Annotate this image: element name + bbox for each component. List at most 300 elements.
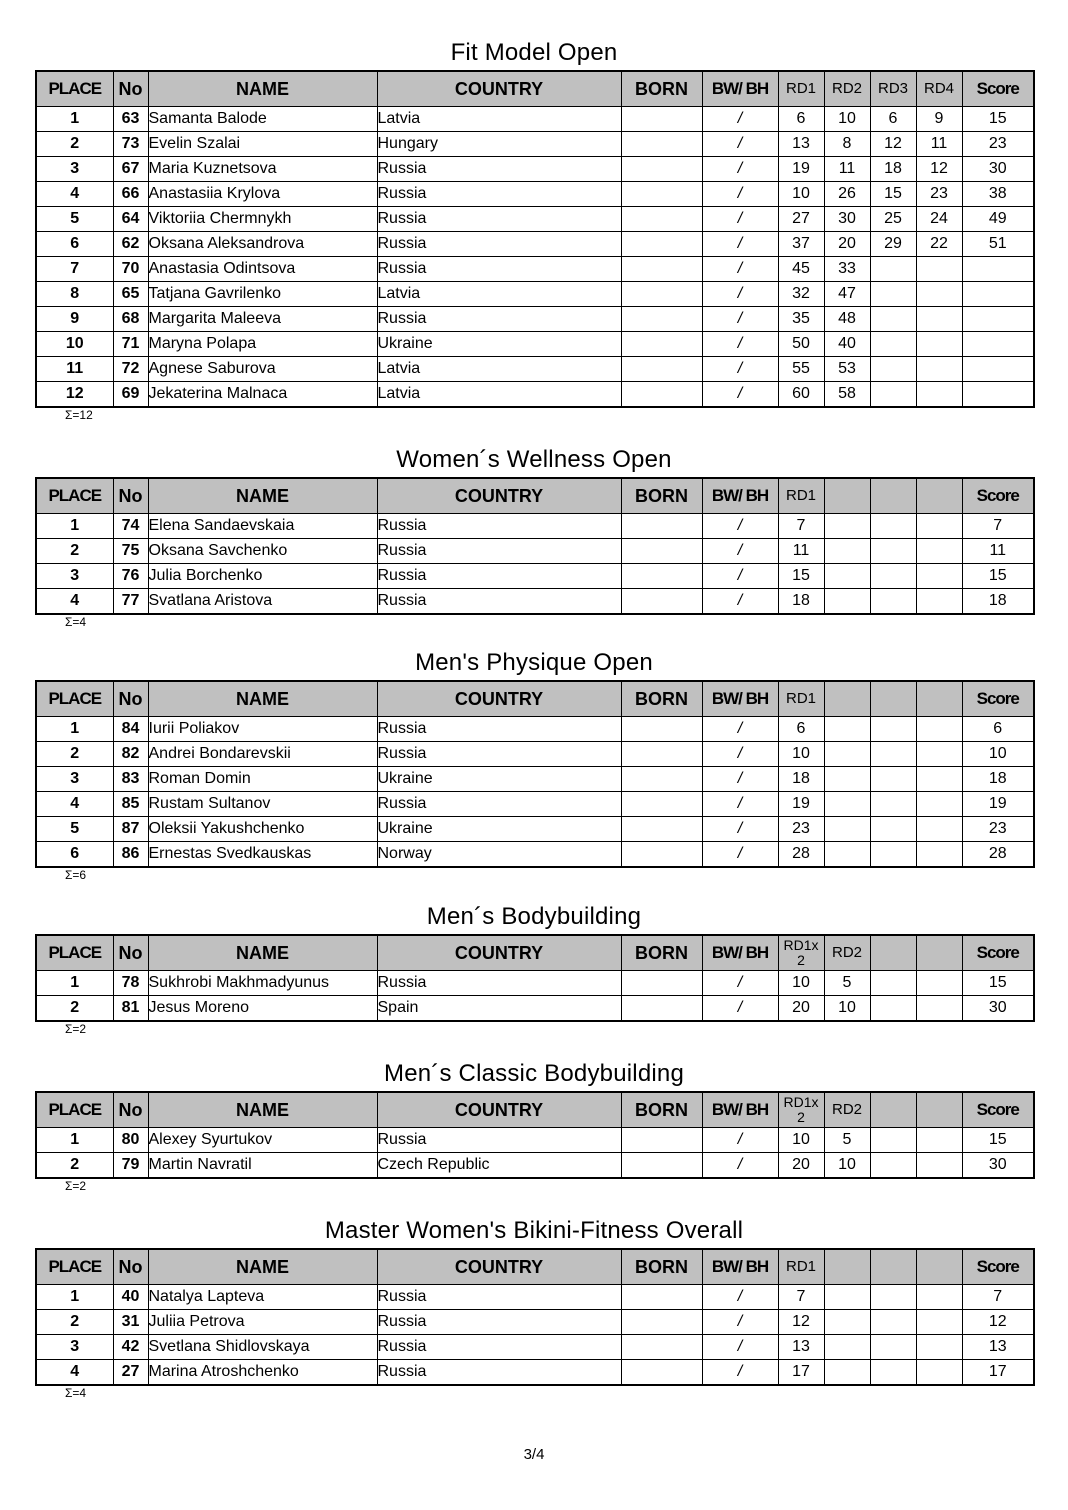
number-cell: 80 [113,1128,148,1153]
country-cell: Russia [377,1310,621,1335]
header-country: COUNTRY [377,71,621,107]
bw-bh-cell: / [702,1128,778,1153]
born-cell [621,182,702,207]
score-cell: 7 [962,1285,1034,1310]
round-cell [870,971,916,996]
round-cell [870,282,916,307]
header-round [824,1249,870,1285]
round-cell: 7 [778,1285,824,1310]
country-cell: Russia [377,207,621,232]
header-round: RD1x 2 [778,1092,824,1128]
header-score: Score [962,1092,1034,1128]
round-cell: 29 [870,232,916,257]
table-row [36,996,1034,1022]
round-cell: 6 [778,717,824,742]
participant-count: Σ=2 [65,1022,87,1036]
score-cell: 30 [962,157,1034,182]
round-cell: 25 [870,207,916,232]
round-cell [870,817,916,842]
header-row [36,1092,1034,1128]
country-cell: Ukraine [377,767,621,792]
header-round: RD3 [870,71,916,107]
name-cell: Alexey Syurtukov [148,1128,377,1153]
bw-bh-cell: / [702,1310,778,1335]
name-cell: Maryna Polapa [148,332,377,357]
round-cell [916,1128,962,1153]
section-title: Fit Model Open [450,39,618,66]
number-cell: 74 [113,514,148,539]
born-cell [621,1153,702,1179]
name-cell: Elena Sandaevskaia [148,514,377,539]
header-name: NAME [148,681,377,717]
round-cell: 13 [778,132,824,157]
table-row [36,514,1034,539]
round-cell: 24 [916,207,962,232]
bw-bh-cell: / [702,357,778,382]
header-round: RD2 [824,71,870,107]
score-cell [962,382,1034,408]
header-score: Score [962,681,1034,717]
country-cell: Czech Republic [377,1153,621,1179]
country-cell: Latvia [377,282,621,307]
round-cell [916,1335,962,1360]
number-cell: 62 [113,232,148,257]
table-row [36,1360,1034,1386]
score-cell: 19 [962,792,1034,817]
round-cell [916,996,962,1022]
bw-bh-cell: / [702,742,778,767]
round-cell [870,539,916,564]
round-cell [916,307,962,332]
table-row [36,1310,1034,1335]
round-cell [916,514,962,539]
number-cell: 68 [113,307,148,332]
table-row [36,742,1034,767]
score-cell: 28 [962,842,1034,868]
header-place: PLACE [36,681,113,717]
round-cell [824,792,870,817]
number-cell: 40 [113,1285,148,1310]
country-cell: Spain [377,996,621,1022]
round-cell [870,332,916,357]
born-cell [621,717,702,742]
round-cell [870,514,916,539]
place-cell: 5 [36,817,113,842]
round-cell: 50 [778,332,824,357]
place-cell: 4 [36,792,113,817]
born-cell [621,564,702,589]
number-cell: 66 [113,182,148,207]
round-cell [870,1335,916,1360]
table-row [36,182,1034,207]
score-cell: 12 [962,1310,1034,1335]
name-cell: Maria Kuznetsova [148,157,377,182]
born-cell [621,971,702,996]
round-cell [870,767,916,792]
table-row [36,1335,1034,1360]
bw-bh-cell: / [702,107,778,132]
born-cell [621,232,702,257]
score-cell: 38 [962,182,1034,207]
born-cell [621,1360,702,1386]
country-cell: Russia [377,157,621,182]
round-cell [870,1153,916,1179]
place-cell: 10 [36,332,113,357]
round-cell [916,1310,962,1335]
round-cell: 15 [870,182,916,207]
bw-bh-cell: / [702,792,778,817]
name-cell: Andrei Bondarevskii [148,742,377,767]
score-cell: 51 [962,232,1034,257]
place-cell: 4 [36,589,113,615]
header-no: No [113,1249,148,1285]
header-round: RD1 [778,1249,824,1285]
country-cell: Ukraine [377,817,621,842]
bw-bh-cell: / [702,589,778,615]
results-section [35,1057,1033,1193]
bw-bh-cell: / [702,971,778,996]
place-cell: 8 [36,282,113,307]
bw-bh-cell: / [702,1153,778,1179]
round-cell: 15 [778,564,824,589]
place-cell: 1 [36,514,113,539]
bw-bh-cell: / [702,382,778,408]
name-cell: Julia Borchenko [148,564,377,589]
header-round: RD4 [916,71,962,107]
name-cell: Anastasia Odintsova [148,257,377,282]
header-bw-bh: BW/ BH [702,935,778,971]
header-round: RD1x 2 [778,935,824,971]
table-row [36,107,1034,132]
bw-bh-cell: / [702,539,778,564]
place-cell: 2 [36,132,113,157]
table-row [36,717,1034,742]
name-cell: Juliia Petrova [148,1310,377,1335]
score-cell: 15 [962,107,1034,132]
round-cell: 23 [778,817,824,842]
country-cell: Russia [377,589,621,615]
round-cell [916,282,962,307]
number-cell: 81 [113,996,148,1022]
round-cell [916,842,962,868]
table-row [36,1153,1034,1179]
round-cell: 58 [824,382,870,408]
header-name: NAME [148,478,377,514]
round-cell [870,1360,916,1386]
table-row [36,257,1034,282]
section-title: Men's Physique Open [415,649,653,676]
born-cell [621,332,702,357]
round-cell [824,1285,870,1310]
bw-bh-cell: / [702,767,778,792]
bw-bh-cell: / [702,842,778,868]
round-cell: 20 [778,1153,824,1179]
bw-bh-cell: / [702,257,778,282]
table-row [36,357,1034,382]
round-cell: 27 [778,207,824,232]
round-cell: 37 [778,232,824,257]
round-cell [824,589,870,615]
round-cell: 19 [778,792,824,817]
number-cell: 77 [113,589,148,615]
score-cell: 11 [962,539,1034,564]
name-cell: Sukhrobi Makhmadyunus [148,971,377,996]
country-cell: Russia [377,182,621,207]
country-cell: Russia [377,539,621,564]
born-cell [621,307,702,332]
header-round [916,1249,962,1285]
born-cell [621,539,702,564]
section-title: Master Women's Bikini-Fitness Overall [324,1217,744,1244]
name-cell: Natalya Lapteva [148,1285,377,1310]
country-cell: Russia [377,742,621,767]
header-round: RD2 [824,935,870,971]
number-cell: 87 [113,817,148,842]
place-cell: 11 [36,357,113,382]
score-cell [962,282,1034,307]
round-cell [916,1360,962,1386]
place-cell: 2 [36,742,113,767]
header-score: Score [962,71,1034,107]
round-cell: 18 [870,157,916,182]
born-cell [621,817,702,842]
country-cell: Russia [377,1335,621,1360]
header-born: BORN [621,478,702,514]
header-round [870,478,916,514]
place-cell: 1 [36,717,113,742]
round-cell: 45 [778,257,824,282]
score-cell: 23 [962,132,1034,157]
round-cell [824,1310,870,1335]
place-cell: 4 [36,1360,113,1386]
header-bw-bh: BW/ BH [702,681,778,717]
round-cell: 10 [778,182,824,207]
born-cell [621,257,702,282]
header-round: RD1 [778,71,824,107]
results-section [35,1214,1033,1400]
round-cell: 30 [824,207,870,232]
bw-bh-cell: / [702,157,778,182]
section-title: Women´s Wellness Open [396,446,672,473]
country-cell: Russia [377,564,621,589]
header-name: NAME [148,1249,377,1285]
header-row [36,1249,1034,1285]
header-name: NAME [148,1092,377,1128]
born-cell [621,357,702,382]
round-cell: 20 [824,232,870,257]
number-cell: 63 [113,107,148,132]
place-cell: 7 [36,257,113,282]
name-cell: Tatjana Gavrilenko [148,282,377,307]
place-cell: 3 [36,564,113,589]
bw-bh-cell: / [702,332,778,357]
place-cell: 1 [36,107,113,132]
header-bw-bh: BW/ BH [702,478,778,514]
name-cell: Samanta Balode [148,107,377,132]
name-cell: Oksana Savchenko [148,539,377,564]
table-row [36,282,1034,307]
name-cell: Jesus Moreno [148,996,377,1022]
place-cell: 5 [36,207,113,232]
born-cell [621,1310,702,1335]
country-cell: Russia [377,257,621,282]
round-cell [824,742,870,767]
name-cell: Oleksii Yakushchenko [148,817,377,842]
table-row [36,157,1034,182]
table-row [36,382,1034,408]
score-cell [962,357,1034,382]
header-round [870,1249,916,1285]
place-cell: 3 [36,1335,113,1360]
born-cell [621,996,702,1022]
results-table [35,934,1035,1022]
score-cell [962,307,1034,332]
country-cell: Latvia [377,382,621,408]
country-cell: Hungary [377,132,621,157]
round-cell [916,382,962,408]
number-cell: 42 [113,1335,148,1360]
name-cell: Anastasiia Krylova [148,182,377,207]
round-cell [916,539,962,564]
born-cell [621,742,702,767]
round-cell [824,564,870,589]
country-cell: Russia [377,232,621,257]
round-cell: 23 [916,182,962,207]
bw-bh-cell: / [702,514,778,539]
header-round [916,1092,962,1128]
round-cell: 60 [778,382,824,408]
born-cell [621,767,702,792]
table-row [36,332,1034,357]
place-cell: 1 [36,1285,113,1310]
participant-count: Σ=12 [65,408,93,422]
header-place: PLACE [36,478,113,514]
place-cell: 6 [36,232,113,257]
number-cell: 64 [113,207,148,232]
results-table [35,1248,1035,1386]
round-cell: 10 [824,996,870,1022]
round-cell: 8 [824,132,870,157]
table-row [36,1128,1034,1153]
place-cell: 1 [36,971,113,996]
round-cell: 47 [824,282,870,307]
table-row [36,971,1034,996]
score-cell [962,257,1034,282]
round-cell: 10 [778,742,824,767]
round-cell: 18 [778,589,824,615]
results-section [35,900,1033,1036]
score-cell: 6 [962,717,1034,742]
place-cell: 1 [36,1128,113,1153]
section-title: Men´s Bodybuilding [426,903,642,930]
place-cell: 3 [36,157,113,182]
country-cell: Latvia [377,107,621,132]
bw-bh-cell: / [702,182,778,207]
number-cell: 73 [113,132,148,157]
round-cell [824,717,870,742]
round-cell: 11 [778,539,824,564]
round-cell [916,792,962,817]
bw-bh-cell: / [702,1285,778,1310]
place-cell: 2 [36,1153,113,1179]
born-cell [621,1128,702,1153]
results-section [35,646,1033,882]
results-table [35,477,1035,615]
round-cell: 35 [778,307,824,332]
round-cell [916,742,962,767]
country-cell: Russia [377,514,621,539]
round-cell: 19 [778,157,824,182]
bw-bh-cell: / [702,996,778,1022]
table-row [36,589,1034,615]
round-cell [870,307,916,332]
round-cell [870,1285,916,1310]
table-row [36,767,1034,792]
table-row [36,232,1034,257]
born-cell [621,589,702,615]
bw-bh-cell: / [702,232,778,257]
round-cell: 26 [824,182,870,207]
name-cell: Svetlana Shidlovskaya [148,1335,377,1360]
header-round: RD1 [778,478,824,514]
round-cell [870,717,916,742]
header-round [870,935,916,971]
number-cell: 76 [113,564,148,589]
score-cell: 17 [962,1360,1034,1386]
name-cell: Viktoriia Chermnykh [148,207,377,232]
number-cell: 67 [113,157,148,182]
header-round [916,478,962,514]
header-round [870,1092,916,1128]
country-cell: Russia [377,971,621,996]
header-row [36,478,1034,514]
round-cell: 17 [778,1360,824,1386]
table-row [36,307,1034,332]
name-cell: Agnese Saburova [148,357,377,382]
header-round: RD2 [824,1092,870,1128]
header-round [824,681,870,717]
number-cell: 72 [113,357,148,382]
number-cell: 86 [113,842,148,868]
born-cell [621,157,702,182]
born-cell [621,282,702,307]
header-no: No [113,935,148,971]
round-cell [916,257,962,282]
header-round [916,681,962,717]
place-cell: 6 [36,842,113,868]
name-cell: Evelin Szalai [148,132,377,157]
round-cell [916,717,962,742]
results-section [35,443,1033,629]
number-cell: 79 [113,1153,148,1179]
results-table [35,1091,1035,1179]
header-bw-bh: BW/ BH [702,1092,778,1128]
table-row [36,1285,1034,1310]
place-cell: 12 [36,382,113,408]
header-no: No [113,478,148,514]
participant-count: Σ=4 [65,1386,87,1400]
header-name: NAME [148,935,377,971]
header-score: Score [962,478,1034,514]
bw-bh-cell: / [702,1360,778,1386]
header-born: BORN [621,71,702,107]
country-cell: Russia [377,717,621,742]
born-cell [621,792,702,817]
header-country: COUNTRY [377,478,621,514]
header-place: PLACE [36,71,113,107]
header-place: PLACE [36,1249,113,1285]
round-cell: 10 [824,1153,870,1179]
